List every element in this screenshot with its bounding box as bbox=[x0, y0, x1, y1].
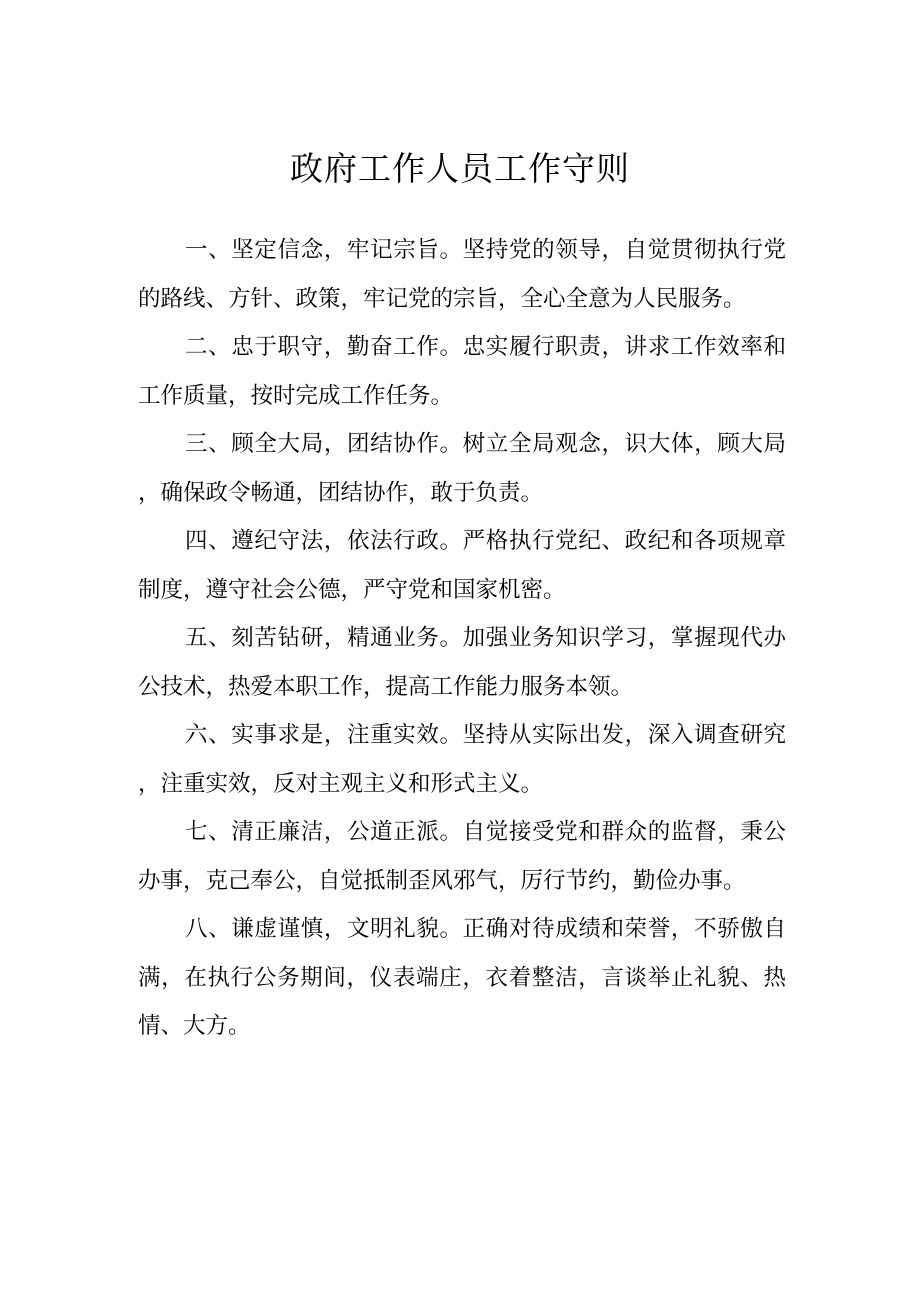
rule-paragraph-8: 八、谦虚谨慎，文明礼貌。正确对待成绩和荣誉，不骄傲自满，在执行公务期间，仪表端庄，衣着整洁，言谈举止礼貌、热情、大方。 bbox=[138, 916, 786, 1039]
rule-paragraph-4: 四、遵纪守法，依法行政。严格执行党纪、政纪和各项规章制度，遵守社会公德，严守党和国家机密。 bbox=[138, 528, 786, 603]
rule-paragraph-2: 二、忠于职守，勤奋工作。忠实履行职责，讲求工作效率和工作质量，按时完成工作任务。 bbox=[138, 334, 786, 409]
rule-paragraph-3: 三、顾全大局，团结协作。树立全局观念，识大体，顾大局，确保政令畅通，团结协作，敢于负责。 bbox=[138, 431, 786, 506]
rule-paragraph-1: 一、坚定信念，牢记宗旨。坚持党的领导，自觉贯彻执行党的路线、方针、政策，牢记党的宗旨，全心全意为人民服务。 bbox=[138, 237, 786, 312]
rule-paragraph-6: 六、实事求是，注重实效。坚持从实际出发，深入调查研究，注重实效，反对主观主义和形式主义。 bbox=[138, 722, 786, 797]
page-title: 政府工作人员工作守则 bbox=[290, 149, 630, 188]
rule-paragraph-5: 五、刻苦钻研，精通业务。加强业务知识学习，掌握现代办公技术，热爱本职工作，提高工作能力服务本领。 bbox=[138, 625, 786, 700]
document-body bbox=[138, 226, 786, 1051]
rule-paragraph-7: 七、清正廉洁，公道正派。自觉接受党和群众的监督，秉公办事，克己奉公，自觉抵制歪风邪气，厉行节约，勤俭办事。 bbox=[138, 819, 786, 894]
